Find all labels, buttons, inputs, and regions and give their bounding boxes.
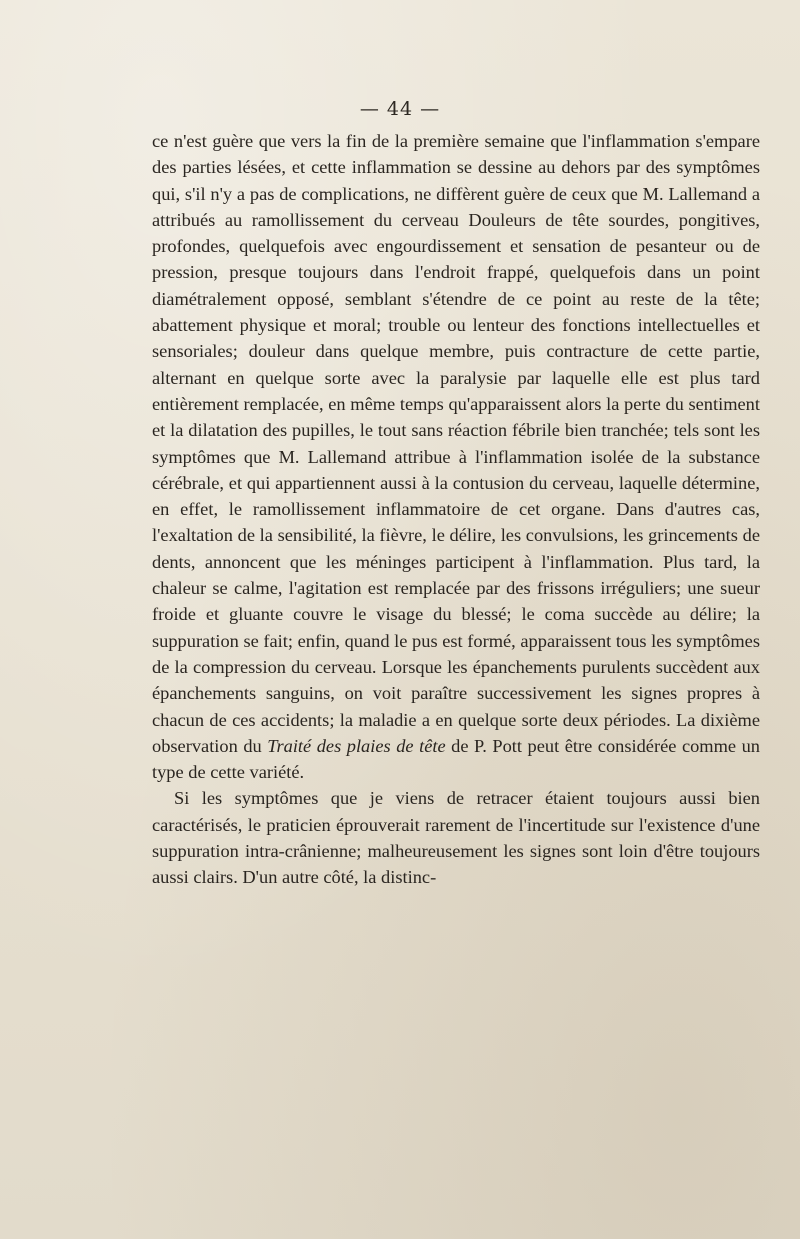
paragraph-1-text: ce n'est guère que vers la fin de la première semaine que l'inflammation s'empare des parties lésées, et cette inflammation se dessine au dehors par des symptômes qui, s'il n'y a pas de complications, ne diffèrent guère de ceux que M. Lallemand a attribués au ramollissement du cerveau Douleurs de tête sourdes, pongitives, profondes, quelquefois avec engourdissement et sensation de pesanteur ou de pression, presque toujours dans l'endroit frappé, quelquefois dans un point diamétralement opposé, semblant s'étendre de ce point au reste de la tête; abattement physique et moral; trouble ou lenteur des fonctions intellectuelles et sensoriales; douleur dans quelque membre, puis contracture de cette partie, alternant en quelque sorte avec la paralysie par laquelle elle est plus tard entièrement remplacée, en même temps qu'apparaissent alors la perte du sentiment et la dilatation des pupilles, le tout sans réaction fébrile bien tranchée; tels sont les symptômes que M. Lallemand attribue à l'inflammation isolée de la substance cérébrale, et qui appartiennent aussi à la contusion du cerveau, laquelle détermine, en effet, le ramollissement inflammatoire de cet organe. Dans d'autres cas, l'exaltation de la sensibilité, la fièvre, le délire, les convulsions, les grincements de dents, annoncent que les méninges participent à l'inflammation. Plus tard, la chaleur se calme, l'agitation est remplacée par des frissons irréguliers; une sueur froide et gluante couvre le visage du blessé; le coma succède au délire; la suppuration se fait; enfin, quand le pus est formé, apparaissent tous les symptômes de la compression du cerveau. Lorsque les épanchements purulents succèdent aux épanchements sanguins, on voit paraître successivement les signes propres à chacun de ces accidents; la maladie a en quelque sorte deux périodes. La dixième observation du xyxy=(152,131,760,756)
paragraph-2: Si les symptômes que je viens de retracer étaient toujours aussi bien caractérisés, le praticien éprouverait rarement de l'incertitude sur l'existence d'une suppuration intra-crânienne; malheureusement les signes sont loin d'être toujours aussi clairs. D'un autre côté, la distinc- xyxy=(152,788,760,888)
body-text xyxy=(152,128,760,891)
paragraph-1 xyxy=(152,128,760,785)
paragraph-1-end: de P. Pott peut être considérée comme un type de cette variété. xyxy=(152,735,760,783)
page-number: — 44 — xyxy=(359,98,441,120)
book-title-italic: Traité des plaies de tête xyxy=(267,735,446,756)
